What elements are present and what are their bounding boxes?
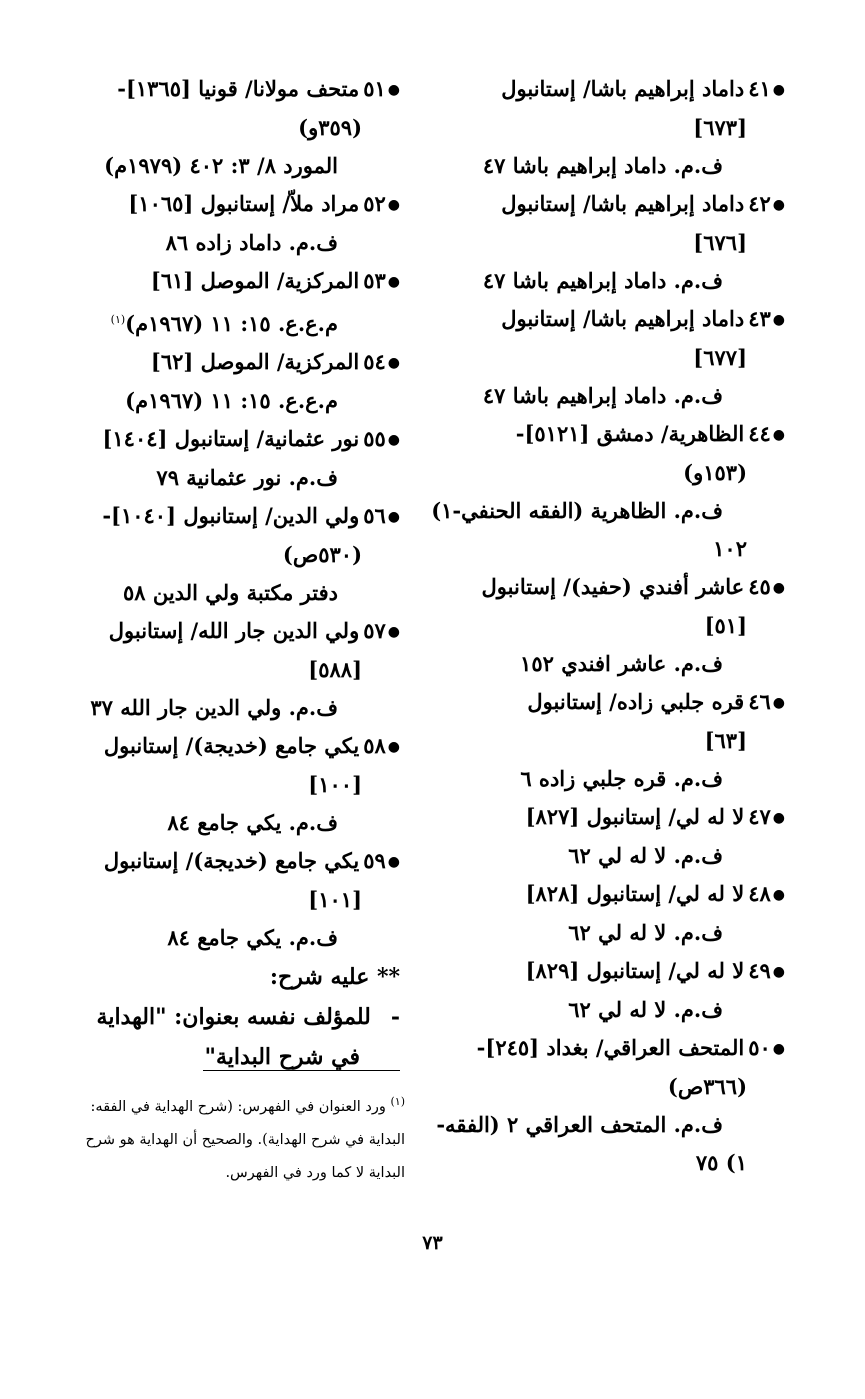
entry-number: ٤٨ — [748, 881, 771, 906]
manuscript-entry — [65, 497, 400, 612]
commentary-line-2: في شرح البداية" — [204, 1044, 360, 1070]
manuscript-entry — [436, 1029, 785, 1182]
catalog-ref-text: ف.م. داماد إبراهيم باشا ٤٧ — [482, 153, 723, 178]
left-column — [65, 70, 400, 1077]
bullet-icon: ● — [387, 854, 400, 870]
entry-number: ٤٥ — [748, 574, 771, 599]
entry-number: ٤٢ — [748, 191, 771, 216]
catalog-ref-text: ف.م. قره جلبي زاده ٦ — [520, 766, 723, 791]
entry-number: ٤٤ — [748, 421, 771, 446]
manuscript-entry — [445, 70, 785, 185]
entry-location: ولي الدين/ إستانبول [١٠٤٠]- — [102, 503, 360, 528]
entry-location: لا له لي/ إستانبول [٨٢٨] — [525, 881, 745, 906]
manuscript-entry — [65, 612, 400, 727]
manuscript-entry — [445, 568, 785, 683]
entry-location: قره جلبي زاده/ إستانبول — [527, 689, 745, 714]
entry-shelfmark: [٦٧٧] — [693, 345, 747, 370]
entry-number: ٤٦ — [748, 689, 771, 714]
entry-location: متحف مولانا/ قونيا [١٣٦٥]- — [117, 76, 360, 101]
footnote-marker: (١) — [390, 1095, 405, 1108]
manuscript-entry — [445, 683, 785, 798]
entry-number: ٥٢ — [363, 191, 386, 216]
catalog-ref-text: ف.م. ولي الدين جار الله ٣٧ — [90, 695, 338, 720]
bullet-icon: ● — [387, 509, 400, 525]
entry-location: عاشر أفندي (حفيد)/ إستانبول — [481, 574, 745, 599]
entry-catalog-ref — [436, 1106, 785, 1144]
entry-catalog-ref — [65, 919, 400, 957]
catalog-ref-text: ف.م. لا له لي ٦٢ — [568, 920, 723, 945]
catalog-ref-text: ف.م. داماد إبراهيم باشا ٤٧ — [482, 383, 723, 408]
entry-catalog-ref — [65, 804, 400, 842]
bullet-icon: ● — [387, 624, 400, 640]
entry-shelfmark: [١٠١] — [308, 887, 362, 912]
bullet-icon: ● — [387, 82, 400, 98]
entry-number: ٤٣ — [748, 306, 771, 331]
entry-catalog-ref — [65, 382, 400, 420]
entry-catalog-ref — [65, 574, 400, 612]
footnote-text: ورد العنوان في الفهرس: (شرح الهداية في الفقه: البداية في شرح الهداية). والصحيح أن الهداية هو شرح البداية لا كما ورد في الفهرس. — [85, 1098, 405, 1181]
manuscript-entry — [445, 798, 785, 875]
entry-location: يكي جامع (خديجة)/ إستانبول — [103, 848, 360, 873]
entry-number: ٤١ — [748, 76, 771, 101]
entry-number: ٥٤ — [363, 349, 386, 374]
manuscript-entry — [65, 185, 400, 262]
catalog-ref-text: ف.م. لا له لي ٦٢ — [568, 843, 723, 868]
commentary-line-1 — [65, 997, 400, 1037]
footnote-divider — [203, 1070, 400, 1071]
entry-number: ٥٥ — [363, 426, 386, 451]
entry-number: ٤٩ — [748, 958, 771, 983]
entry-catalog-ref — [445, 377, 785, 415]
entry-catalog-ref — [65, 689, 400, 727]
manuscript-entry — [431, 415, 785, 568]
entry-title-line — [65, 727, 400, 766]
catalog-ref-text: ف.م. المتحف العراقي ٢ (الفقه- — [436, 1112, 723, 1137]
entry-title-line — [445, 952, 785, 991]
catalog-ref-text: ف.م. يكي جامع ٨٤ — [167, 810, 338, 835]
entry-location: لا له لي/ إستانبول [٨٢٧] — [525, 804, 745, 829]
manuscript-entry — [445, 875, 785, 952]
manuscript-entry — [445, 300, 785, 415]
entry-number: ٥١ — [363, 76, 386, 101]
entry-title-line — [445, 568, 785, 607]
entry-title-line — [445, 185, 785, 224]
bullet-icon: ● — [772, 1041, 785, 1057]
entry-title-line — [65, 70, 400, 109]
entry-location: داماد إبراهيم باشا/ إستانبول — [501, 191, 745, 216]
entry-location: لا له لي/ إستانبول [٨٢٩] — [525, 958, 745, 983]
entry-title-line — [65, 497, 400, 536]
entry-location: المركزية/ الموصل [٦١] — [150, 268, 360, 293]
entry-title-line — [65, 343, 400, 382]
entry-title-line — [445, 798, 785, 837]
entry-catalog-ref — [65, 224, 400, 262]
bullet-icon: ● — [772, 887, 785, 903]
entry-shelfmark: [٦٣] — [704, 728, 747, 753]
entry-title-line — [445, 415, 785, 454]
catalog-ref-text: م.ع.ع. ١٥: ١١ (١٩٦٧م) — [125, 388, 338, 413]
entry-location: مراد ملاّ/ إستانبول [١٠٦٥] — [128, 191, 360, 216]
page-number: ٧٣ — [422, 1232, 443, 1254]
bullet-icon: ● — [387, 197, 400, 213]
bullet-icon: ● — [387, 739, 400, 755]
entry-title-line — [65, 612, 400, 651]
entry-shelfmark: [٥١] — [704, 613, 747, 638]
bullet-icon: ● — [772, 580, 785, 596]
entry-location: الظاهرية/ دمشق [٥١٢١]- — [515, 421, 745, 446]
entry-title-line — [445, 875, 785, 914]
entry-catalog-ref — [445, 262, 785, 300]
commentary-dash: - — [390, 1004, 400, 1030]
manuscript-entry — [65, 727, 400, 842]
entry-number: ٥٩ — [363, 848, 386, 873]
manuscript-entry — [65, 70, 400, 185]
entry-number: ٤٧ — [748, 804, 771, 829]
catalog-ref-text: المورد ٨/ ٣: ٤٠٢ (١٩٧٩م) — [104, 153, 338, 178]
entry-location: يكي جامع (خديجة)/ إستانبول — [103, 733, 360, 758]
bullet-icon: ● — [772, 810, 785, 826]
catalog-ref-text: ف.م. الظاهرية (الفقه الحنفي-١) — [431, 498, 723, 523]
commentary-text-1: للمؤلف نفسه بعنوان: "الهداية — [96, 1004, 371, 1030]
entry-shelfmark: [٦٧٦] — [693, 230, 747, 255]
entry-title-line — [65, 185, 400, 224]
bullet-icon: ● — [387, 355, 400, 371]
footnote — [70, 1085, 405, 1190]
bullet-icon: ● — [772, 695, 785, 711]
entry-location: ولي الدين جار الله/ إستانبول — [108, 618, 360, 643]
catalog-ref-text: ف.م. داماد زاده ٨٦ — [165, 230, 338, 255]
entry-location: المركزية/ الموصل [٦٢] — [150, 349, 360, 374]
bullet-icon: ● — [772, 312, 785, 328]
entry-shelfmark: [٥٨٨] — [308, 657, 362, 682]
entry-shelfmark: [٦٧٣] — [693, 115, 747, 140]
entry-catalog-ref — [445, 645, 785, 683]
footnote-ref: (١) — [110, 313, 126, 326]
bullet-icon: ● — [772, 964, 785, 980]
entry-location: داماد إبراهيم باشا/ إستانبول — [501, 76, 745, 101]
entry-shelfmark: [١٠٠] — [308, 772, 362, 797]
entry-shelfmark: (٣٥٩و) — [298, 115, 362, 140]
entry-location: داماد إبراهيم باشا/ إستانبول — [501, 306, 745, 331]
entry-number: ٥٧ — [363, 618, 386, 643]
entry-catalog-ref — [431, 492, 785, 530]
commentary-heading: ** عليه شرح: — [269, 964, 400, 990]
manuscript-entry — [65, 262, 400, 343]
catalog-ref-text: ف.م. يكي جامع ٨٤ — [167, 925, 338, 950]
bullet-icon: ● — [772, 427, 785, 443]
entry-title-line — [445, 683, 785, 722]
entry-number: ٥٦ — [363, 503, 386, 528]
manuscript-entry — [445, 952, 785, 1029]
entry-catalog-ref — [65, 459, 400, 497]
catalog-ref-text: م.ع.ع. ١٥: ١١ (١٩٦٧م) — [125, 311, 338, 336]
entry-title-line — [445, 70, 785, 109]
manuscript-entry — [445, 185, 785, 300]
entry-title-line — [65, 420, 400, 459]
entry-number: ٥٣ — [363, 268, 386, 293]
manuscript-entry — [65, 420, 400, 497]
catalog-ref-text: ف.م. داماد إبراهيم باشا ٤٧ — [482, 268, 723, 293]
catalog-ref-text: ف.م. نور عثمانية ٧٩ — [156, 465, 338, 490]
entry-catalog-ref — [445, 147, 785, 185]
entry-location: المتحف العراقي/ بغداد [٢٤٥]- — [476, 1035, 745, 1060]
entry-shelfmark: (٥٣٠ص) — [282, 542, 362, 567]
entry-catalog-ref-cont: ١٠٢ — [713, 536, 747, 561]
entry-title-line — [445, 1029, 785, 1068]
right-column — [431, 70, 785, 1182]
entry-location: نور عثمانية/ إستانبول [١٤٠٤] — [102, 426, 360, 451]
entry-shelfmark: (١٥٣و) — [683, 460, 747, 485]
entry-catalog-ref — [445, 914, 785, 952]
catalog-ref-text: ف.م. عاشر افندي ١٥٢ — [520, 651, 723, 676]
bullet-icon: ● — [387, 432, 400, 448]
entry-catalog-ref — [65, 301, 400, 343]
catalog-ref-text: ف.م. لا له لي ٦٢ — [568, 997, 723, 1022]
catalog-ref-text: دفتر مكتبة ولي الدين ٥٨ — [122, 580, 338, 605]
entry-catalog-ref — [445, 991, 785, 1029]
manuscript-entry — [65, 842, 400, 957]
bullet-icon: ● — [772, 82, 785, 98]
entry-shelfmark: (٣٦٦ص) — [667, 1074, 747, 1099]
entry-catalog-ref — [445, 760, 785, 798]
bullet-icon: ● — [387, 274, 400, 290]
entry-title-line — [65, 842, 400, 881]
entry-number: ٥٠ — [748, 1035, 771, 1060]
entry-catalog-ref — [445, 837, 785, 875]
entry-catalog-ref-cont: ١) ٧٥ — [695, 1150, 747, 1175]
bullet-icon: ● — [772, 197, 785, 213]
entry-title-line — [65, 262, 400, 301]
manuscript-entry — [65, 343, 400, 420]
entry-catalog-ref — [65, 147, 400, 185]
entry-title-line — [445, 300, 785, 339]
entry-number: ٥٨ — [363, 733, 386, 758]
